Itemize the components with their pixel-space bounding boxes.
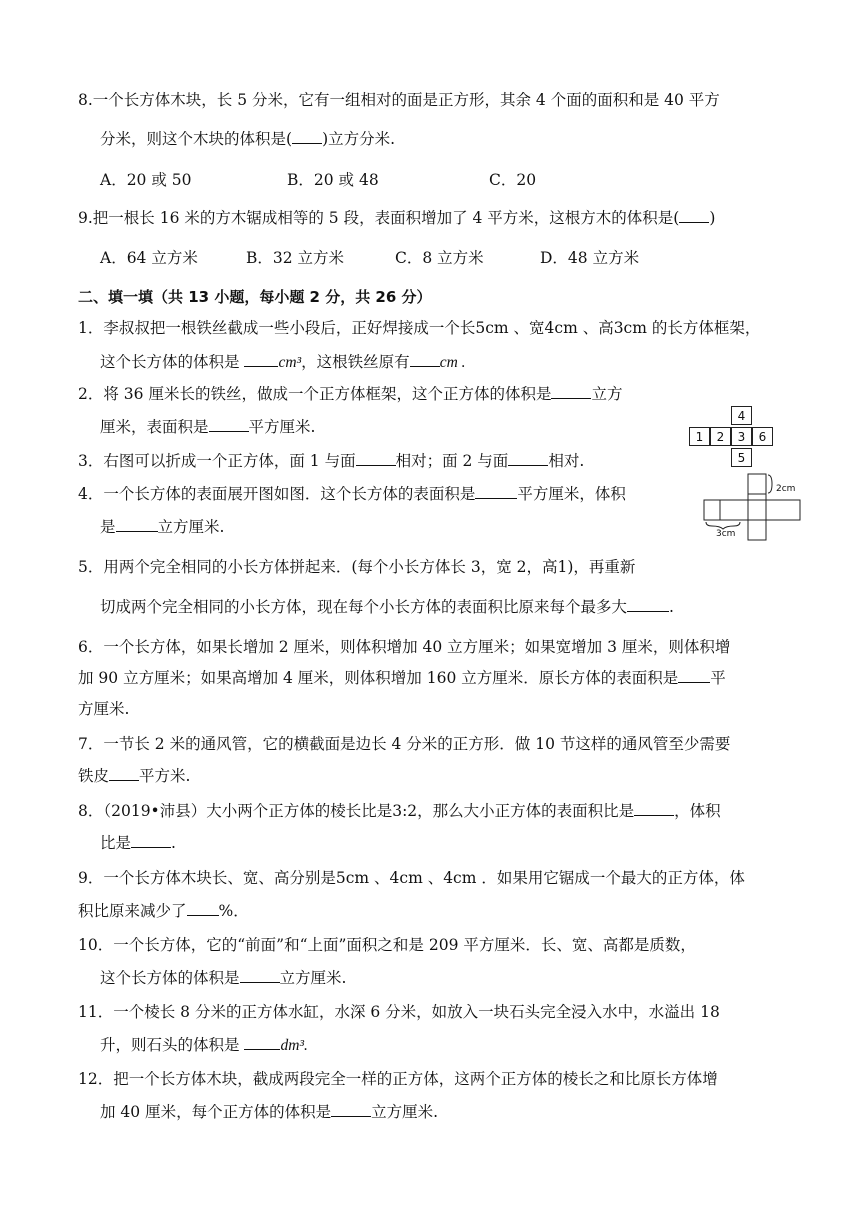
fill1-line1: 1．李叔叔把一根铁丝截成一些小段后，正好焊接成一个长5cm 、宽4cm 、高3cm 的长方体框架， xyxy=(78,319,761,337)
q9-line1 xyxy=(78,208,715,228)
answer-blank[interactable] xyxy=(292,129,322,144)
q8-option-c[interactable]: C．20 xyxy=(489,171,537,189)
section-title: 二、填一填（共 13 小题，每小题 2 分，共 26 分） xyxy=(78,288,432,306)
fill7-line1: 7．一节长 2 米的通风管，它的横截面是边长 4 分米的正方形．做 10 节这样的通风管至少需要 xyxy=(78,735,731,753)
fill4-line2 xyxy=(100,517,224,537)
q8-line2 xyxy=(100,129,395,149)
fill2-line2 xyxy=(100,417,315,437)
answer-blank[interactable] xyxy=(240,968,280,983)
fill11-line1: 11．一个棱长 8 分米的正方体水缸，水深 6 分米，如放入一块石头完全浸入水中，水溢出 18 xyxy=(78,1003,720,1021)
cuboid-net-figure xyxy=(700,472,810,544)
fill10-text-b: 立方厘米. xyxy=(279,969,347,987)
fill12-line1: 12．把一个长方体木块，截成两段完全一样的正方体，这两个正方体的棱长之和比原长方体增 xyxy=(78,1070,718,1088)
answer-blank[interactable] xyxy=(508,451,548,466)
fill6-line3: 方厘米. xyxy=(78,700,130,718)
q8-option-b[interactable]: B．20 或 48 xyxy=(287,171,379,189)
fill10-line2 xyxy=(100,968,346,988)
fill6-text-b: 平 xyxy=(710,669,726,687)
fill12-text-b: 立方厘米. xyxy=(371,1103,439,1121)
fill1-text-b: ，这根铁丝原有 xyxy=(301,353,410,371)
fill5-text: 切成两个完全相同的小长方体，现在每个小长方体的表面积比原来每个最多大 xyxy=(100,598,628,616)
fill7-line2 xyxy=(78,766,190,786)
fill1-line2 xyxy=(100,352,466,373)
q9-option-b[interactable]: B．32 立方米 xyxy=(246,249,345,267)
answer-blank[interactable] xyxy=(678,668,710,683)
fill11-line2 xyxy=(100,1035,308,1056)
fill10-line1: 10．一个长方体，它的“前面”和“上面”面积之和是 209 平方厘米．长、宽、高都是质数， xyxy=(78,936,696,954)
fill7-text: 铁皮 xyxy=(78,767,110,785)
fill11-text: 升，则石头的体积是 xyxy=(100,1036,245,1054)
q8-option-a[interactable]: A．20 或 50 xyxy=(100,171,192,189)
net-face: 4 xyxy=(731,406,752,425)
answer-blank[interactable] xyxy=(627,597,669,612)
answer-blank[interactable] xyxy=(131,833,171,848)
net-face: 6 xyxy=(752,427,773,446)
fill6-line1: 6．一个长方体，如果长增加 2 厘米，则体积增加 40 立方厘米；如果宽增加 3 厘米，则体积增 xyxy=(78,638,731,656)
net-bottom-rect xyxy=(748,520,766,540)
fill6-text: 加 90 立方厘米；如果高增加 4 厘米，则体积增加 160 立方厘米．原长方体的表面积是 xyxy=(78,669,679,687)
fill8-line1 xyxy=(78,801,721,821)
fill4-line1 xyxy=(78,484,626,504)
brace-2cm xyxy=(768,475,772,493)
q9-text: 9.把一根长 16 米的方木锯成相等的 5 段，表面积增加了 4 平方米，这根方木的体积是( xyxy=(78,209,680,227)
answer-blank[interactable] xyxy=(244,352,278,367)
fill2-line1 xyxy=(78,384,622,404)
q8-line1: 8.一个长方体木块，长 5 分米，它有一组相对的面是正方形，其余 4 个面的面积和是 40 平方 xyxy=(78,91,720,109)
fill2-text-d: 平方厘米. xyxy=(248,418,316,436)
net-middle-strip xyxy=(704,500,800,520)
answer-blank[interactable] xyxy=(551,384,591,399)
fill9-line1: 9．一个长方体木块长、宽、高分别是5cm 、4cm 、4cm ．如果用它锯成一个最大的正方体，体 xyxy=(78,869,745,887)
fill3-text-b: 相对；面 2 与面 xyxy=(395,452,509,470)
fill8-text-d: . xyxy=(171,834,176,852)
answer-blank[interactable] xyxy=(187,901,219,916)
label-3cm: 3cm xyxy=(716,529,736,539)
fill9-text: 积比原来减少了 xyxy=(78,902,187,920)
q8-text-end: )立方分米. xyxy=(322,130,396,148)
brace-3cm xyxy=(706,522,740,529)
answer-blank[interactable] xyxy=(116,517,158,532)
fill12-text: 加 40 厘米，每个正方体的体积是 xyxy=(100,1103,332,1121)
fill3-line xyxy=(78,451,584,471)
answer-blank[interactable] xyxy=(244,1035,280,1050)
fill4-text-b: 平方厘米，体积 xyxy=(517,485,626,503)
fill3-text-c: 相对. xyxy=(548,452,585,470)
net-face: 1 xyxy=(689,427,710,446)
fill8-line2 xyxy=(100,833,176,853)
answer-blank[interactable] xyxy=(475,484,517,499)
fill4-text-d: 立方厘米. xyxy=(157,518,225,536)
answer-blank[interactable] xyxy=(634,801,674,816)
answer-blank[interactable] xyxy=(109,766,139,781)
answer-blank[interactable] xyxy=(356,451,396,466)
q9-option-a[interactable]: A．64 立方米 xyxy=(100,249,198,267)
answer-blank[interactable] xyxy=(331,1102,371,1117)
fill9-line2 xyxy=(78,901,249,921)
fill8-text-c: 比是 xyxy=(100,834,132,852)
net-face: 5 xyxy=(731,448,752,467)
fill10-text: 这个长方体的体积是 xyxy=(100,969,240,987)
fill2-text-c: 厘米，表面积是 xyxy=(100,418,209,436)
fill5-line1: 5．用两个完全相同的小长方体拼起来．(每个小长方体长 3，宽 2，高1)，再重新 xyxy=(78,558,636,576)
label-2cm: 2cm xyxy=(776,484,796,494)
fill12-line2 xyxy=(100,1102,438,1122)
fill2-text-b: 立方 xyxy=(591,385,623,403)
fill4-text: 4．一个长方体的表面展开图如图．这个长方体的表面积是 xyxy=(78,485,476,503)
fill8-text: 8．（2019•沛县）大小两个正方体的棱长比是3:2，那么大小正方体的表面积比是 xyxy=(78,802,635,820)
net-face: 2 xyxy=(710,427,731,446)
fill5-text-b: . xyxy=(669,598,674,616)
net-top-rect xyxy=(748,474,766,494)
unit-label: cm³ xyxy=(278,354,302,371)
unit-label: dm³. xyxy=(280,1037,308,1054)
net-face: 3 xyxy=(731,427,752,446)
fill1-text: 这个长方体的体积是 xyxy=(100,353,245,371)
answer-blank[interactable] xyxy=(679,208,709,223)
answer-blank[interactable] xyxy=(410,352,440,367)
q8-text: 分米，则这个木块的体积是( xyxy=(100,130,293,148)
fill9-text-b: %． xyxy=(218,902,249,920)
unit-label: cm . xyxy=(439,354,466,371)
fill7-text-b: 平方米. xyxy=(139,767,191,785)
cube-net-figure xyxy=(689,406,779,470)
fill4-text-c: 是 xyxy=(100,518,116,536)
fill5-line2 xyxy=(100,597,674,617)
fill8-text-b: ，体积 xyxy=(674,802,721,820)
fill2-text: 2．将 36 厘米长的铁丝，做成一个正方体框架，这个正方体的体积是 xyxy=(78,385,552,403)
q9-option-c[interactable]: C．8 立方米 xyxy=(395,249,484,267)
fill3-text: 3．右图可以折成一个正方体，面 1 与面 xyxy=(78,452,356,470)
fill6-line2 xyxy=(78,668,726,688)
answer-blank[interactable] xyxy=(209,417,249,432)
q9-text-end: ) xyxy=(709,209,716,227)
q9-option-d[interactable]: D．48 立方米 xyxy=(540,249,640,267)
